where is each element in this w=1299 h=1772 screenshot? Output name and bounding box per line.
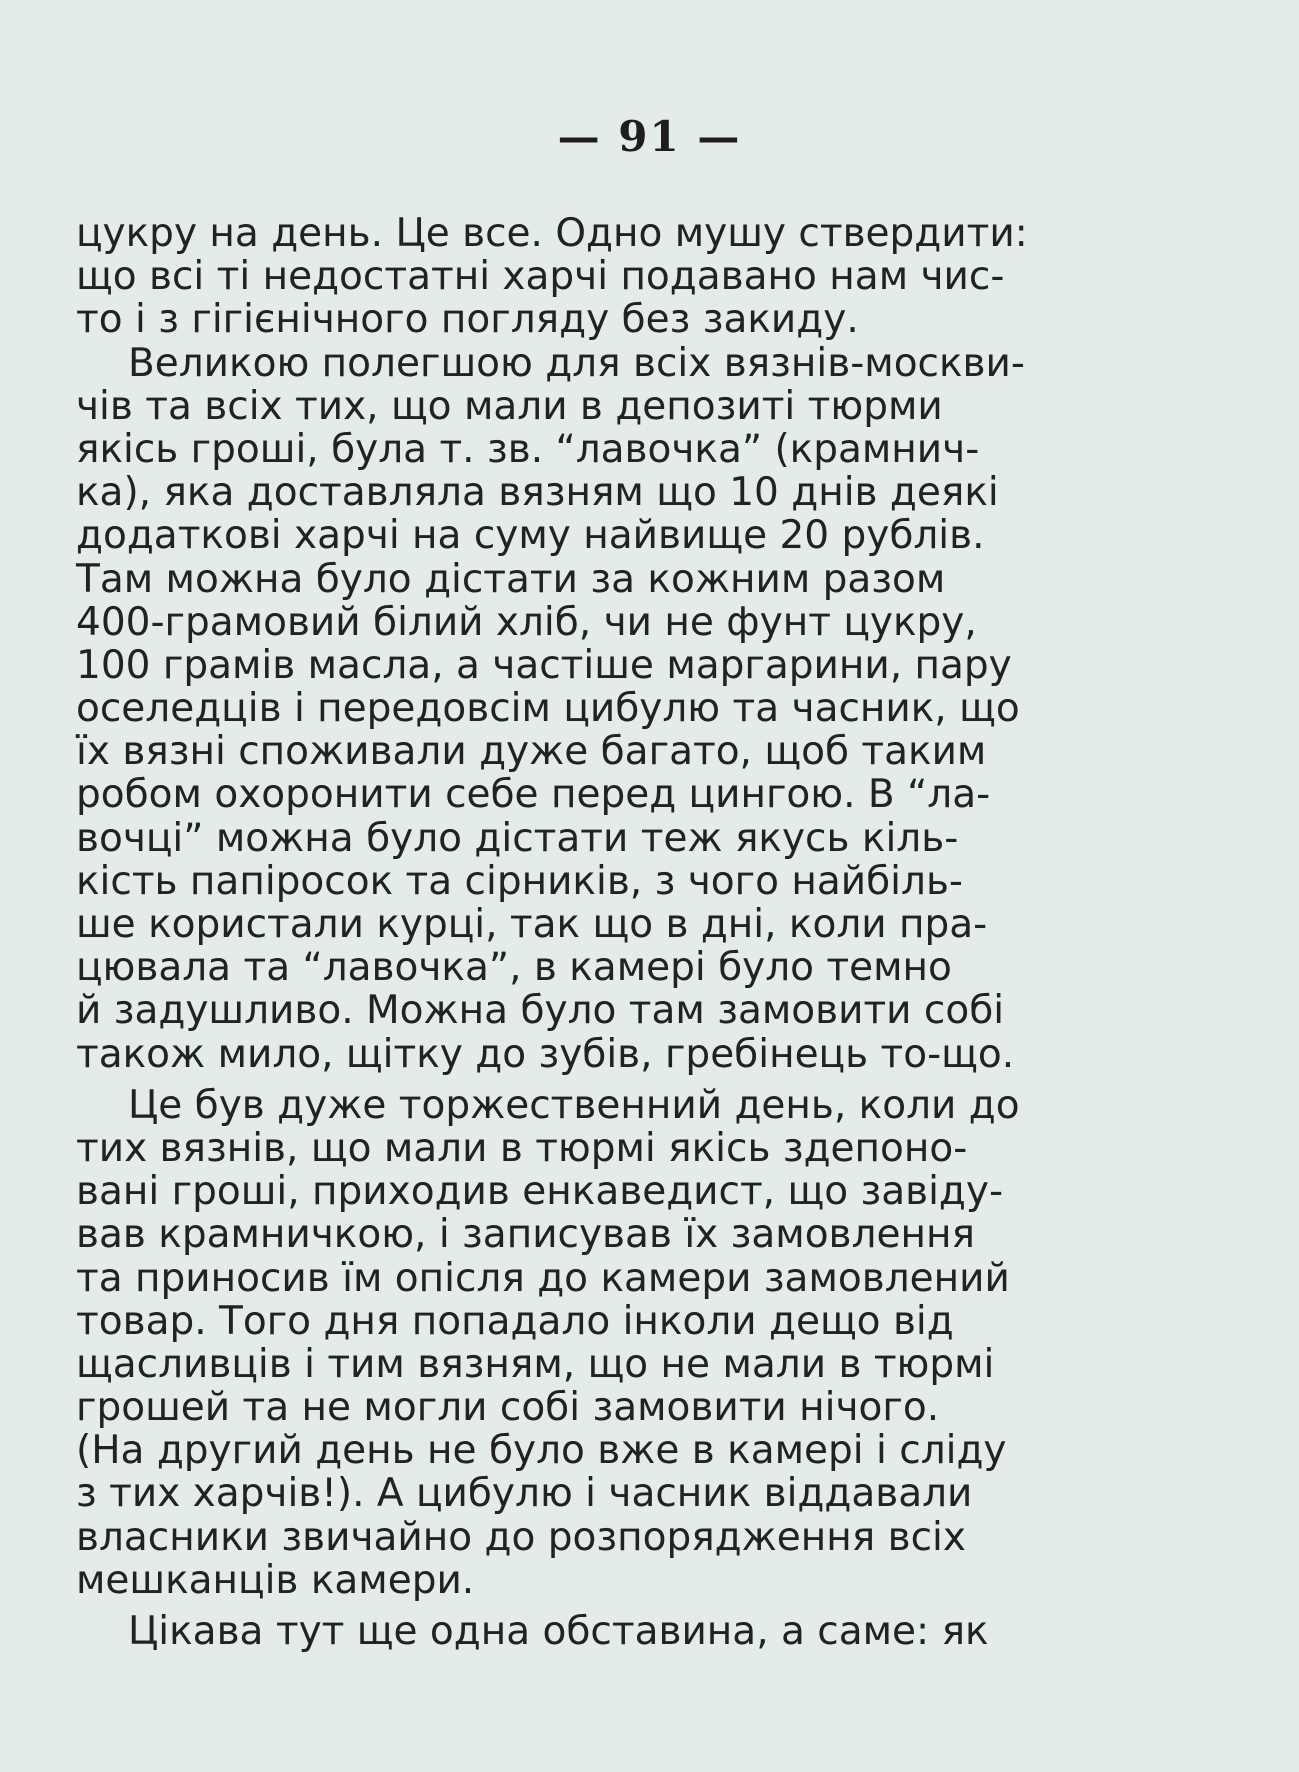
text-line: робом охоронити себе перед цингою. В “ла-: [76, 772, 991, 818]
text-line: Цікава тут ще одна обставина, а саме: як: [128, 1609, 989, 1654]
text-line: Це був дуже торжественний день, коли до: [128, 1082, 1020, 1128]
page-number: — 91 —: [557, 112, 742, 161]
text-line: щасливців і тим вязням, що не мали в тюрмі: [76, 1341, 995, 1387]
paragraph: [76, 1610, 1224, 1653]
text-line: мешканців камери.: [76, 1557, 475, 1603]
text-line: цювала та “лавочка”, в камері було темно: [76, 945, 952, 991]
text-line: Великою полегшою для всіх вязнів-москви-: [128, 340, 1025, 386]
text-line: вав крамничкою, і записував їх замовлення: [76, 1212, 975, 1258]
text-line: тих вязнів, що мали в тюрмі якісь здепоно-: [76, 1125, 968, 1171]
text-line: товар. Того дня попадало інколи дещо від: [76, 1298, 954, 1344]
text-line: вані гроші, приходив енкаведист, що завіду-: [76, 1169, 1004, 1215]
text-line: й задушливо. Можна було там замовити собі: [76, 988, 1005, 1034]
paragraph: [76, 342, 1224, 1076]
text-line: Там можна було дістати за кожним разом: [76, 556, 946, 602]
paragraph: [76, 1084, 1224, 1602]
text-line: якісь гроші, була т. зв. “лавочка” (крамнич-: [76, 426, 980, 472]
text-line: кість папіросок та сірників, з чого найбіль-: [76, 858, 964, 904]
text-line: додаткові харчі на суму найвище 20 рублів.: [76, 513, 985, 559]
text-line: (На другий день не було вже в камері і сліду: [76, 1428, 1007, 1474]
text-line: 100 грамів масла, а частіше маргарини, пару: [76, 642, 1012, 688]
text-line: їх вязні споживали дуже багато, щоб таким: [76, 729, 987, 775]
paragraph: [76, 212, 1224, 342]
text-line: та приносив їм опісля до камери замовлений: [76, 1255, 1010, 1301]
text-line: 400-грамовий білий хліб, чи не фунт цукру,: [76, 599, 977, 645]
text-line: власники звичайно до розпорядження всіх: [76, 1514, 966, 1560]
text-line: цукру на день. Це все. Одно мушу ствердити:: [76, 211, 1028, 256]
text-line: грошей та не могли собі замовити нічого.: [76, 1385, 940, 1431]
text-line: також мило, щітку до зубів, гребінець то-що.: [76, 1031, 1015, 1077]
text-line: чів та всіх тих, що мали в депозиті тюрми: [76, 383, 943, 429]
text-line: вочці” можна було дістати теж якусь кіль-: [76, 815, 959, 861]
text-line: з тих харчів!). А цибулю і часник віддавали: [76, 1471, 973, 1517]
text-line: ше користали курці, так що в дні, коли пра-: [76, 902, 988, 947]
text-line: то і з гігієнічного погляду без закиду.: [76, 297, 859, 343]
text-line: ка), яка доставляла вязням що 10 днів деякі: [76, 470, 999, 516]
text-line: що всі ті недостатні харчі подавано нам чис-: [76, 254, 1005, 300]
text-line: оселедців і передовсім цибулю та часник, що: [76, 686, 1020, 732]
body-text: [76, 212, 1224, 1653]
